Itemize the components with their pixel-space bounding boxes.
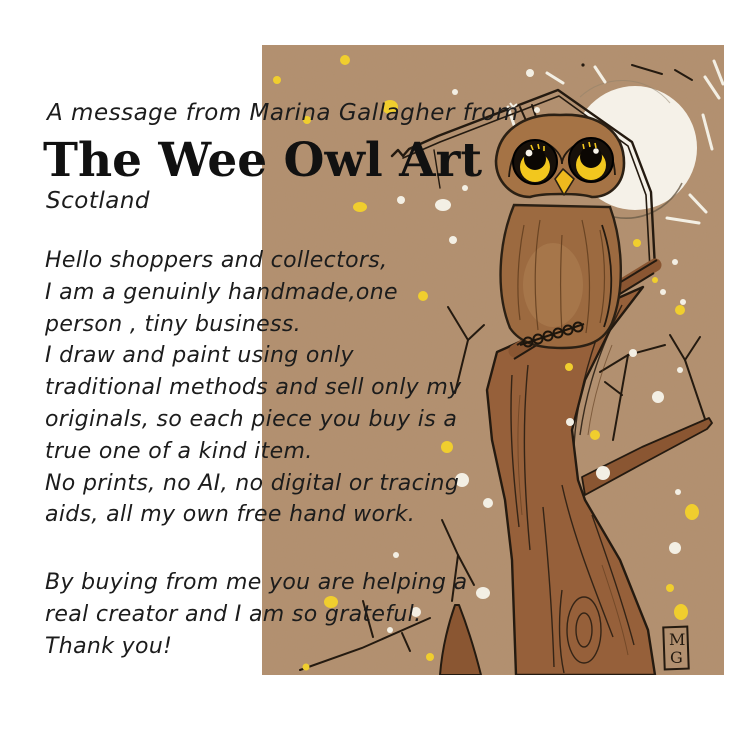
message-line: I am a genuinly handmade,one xyxy=(45,279,398,305)
shop-title: The Wee Owl Art xyxy=(43,133,483,188)
message-line: Thank you! xyxy=(45,633,173,659)
message-line: No prints, no AI, no digital or tracing xyxy=(45,470,460,496)
signature-letter-m: M xyxy=(669,630,686,649)
message-line: traditional methods and sell only my xyxy=(45,375,462,401)
message-line: aids, all my own free hand work. xyxy=(45,502,416,528)
message-line: I draw and paint using only xyxy=(45,343,354,369)
message-line: real creator and I am so grateful. xyxy=(45,601,422,627)
intro-line: A message from Marina Gallagher from xyxy=(47,100,519,126)
owl xyxy=(496,115,624,348)
message-line: true one of a kind item. xyxy=(45,438,313,464)
owl-belly xyxy=(523,243,583,327)
owl-artwork-panel xyxy=(262,45,724,675)
message-line: Hello shoppers and collectors, xyxy=(45,248,388,273)
owl-eye-right xyxy=(569,138,613,182)
signature-letter-g: G xyxy=(670,648,683,667)
message-line: person , tiny business. xyxy=(45,311,302,337)
owl-eye-left xyxy=(513,140,557,184)
owl-illustration xyxy=(262,45,724,675)
subtitle-scotland: Scotland xyxy=(46,188,150,214)
message-line: By buying from me you are helping a xyxy=(45,570,468,595)
message-line: originals, so each piece you buy is a xyxy=(45,406,458,432)
